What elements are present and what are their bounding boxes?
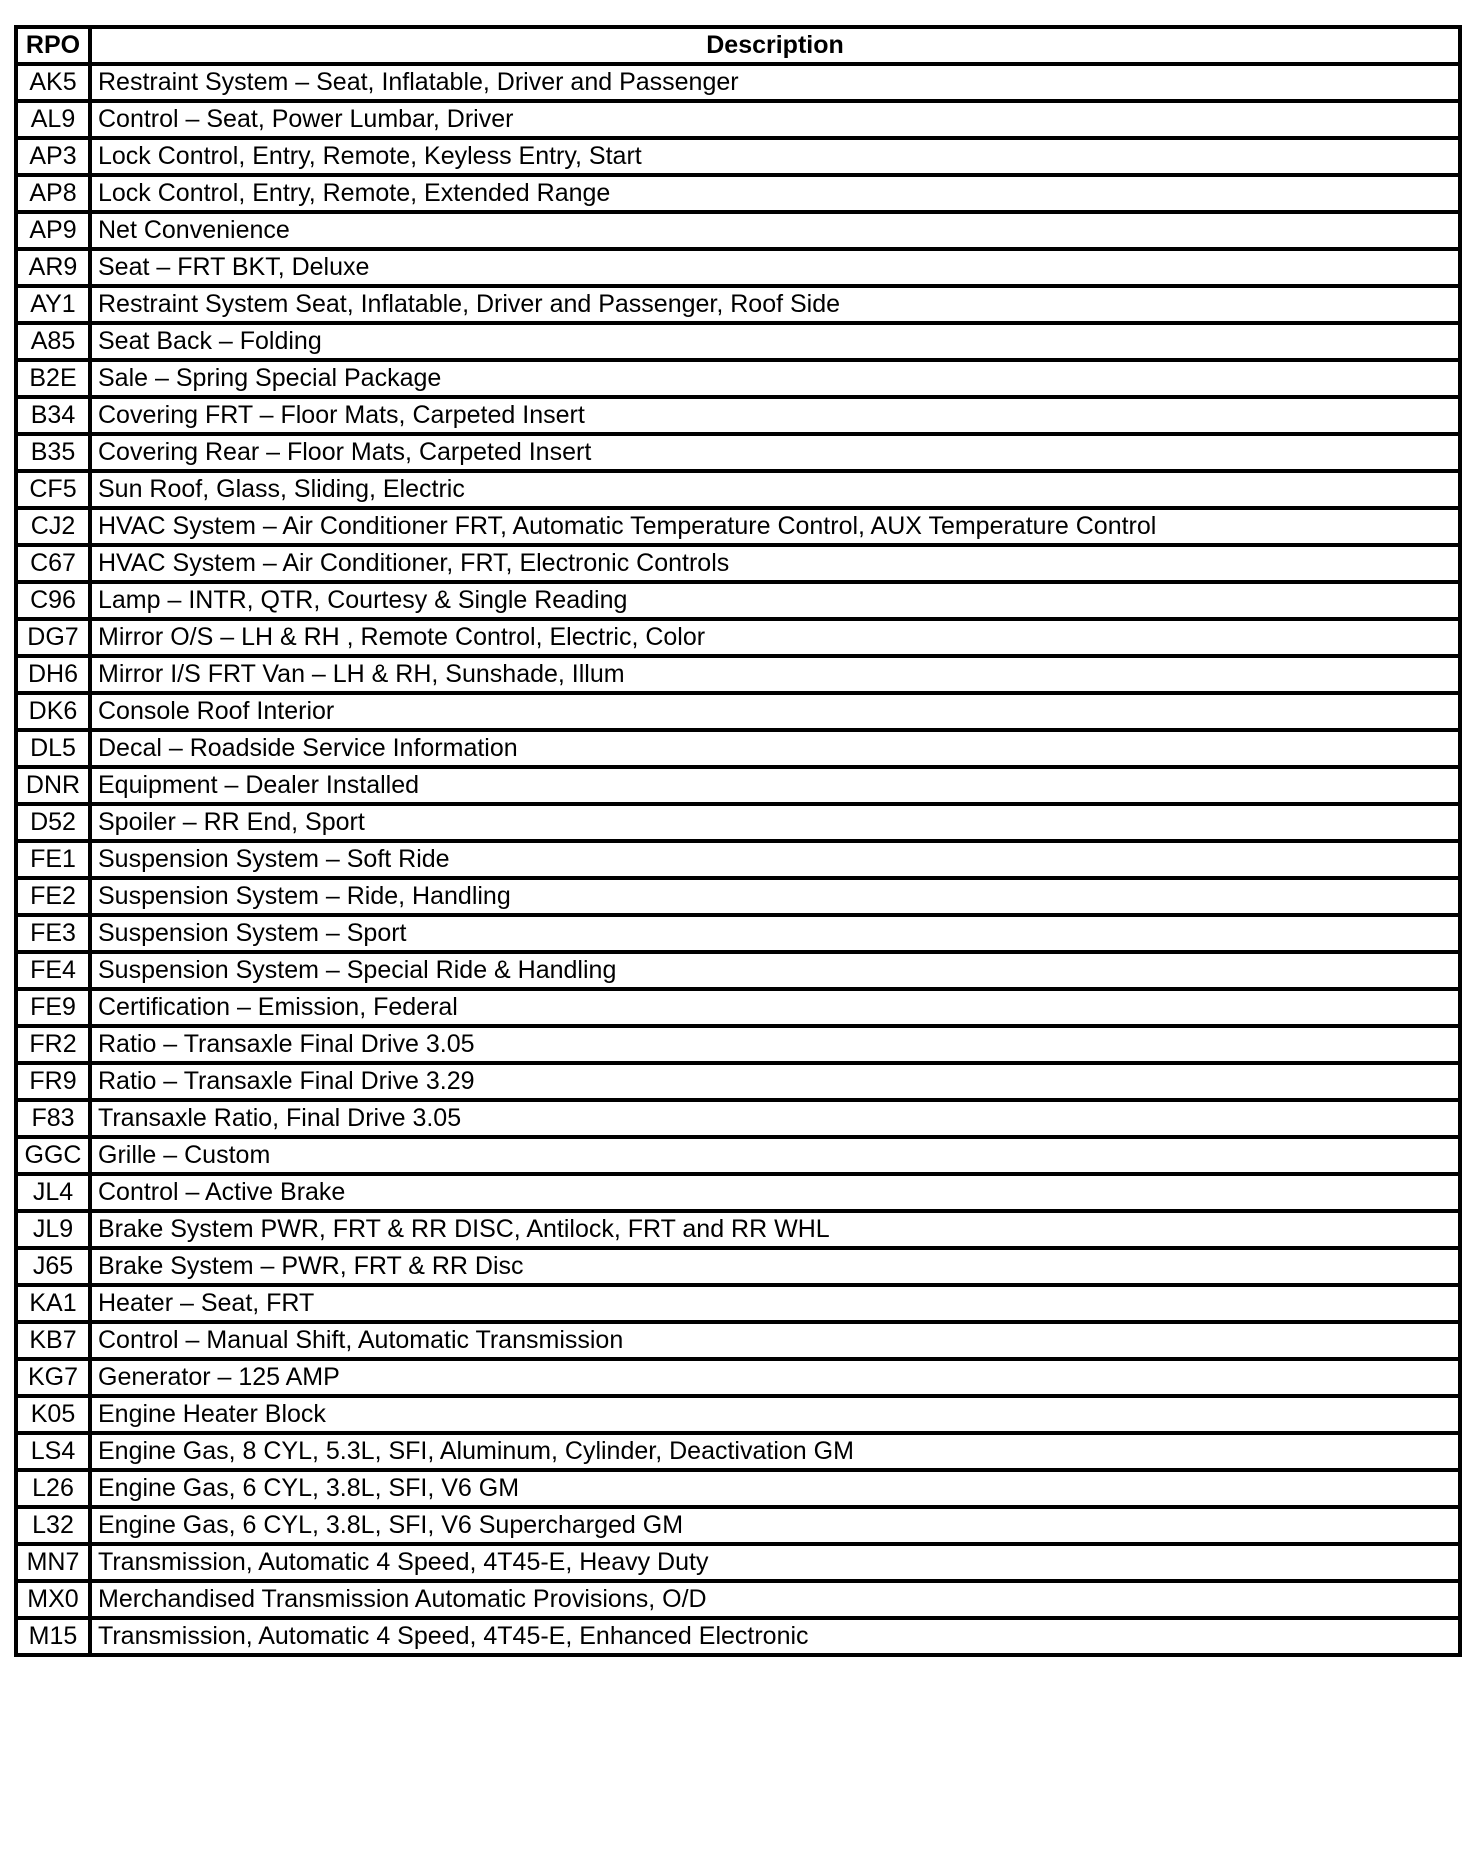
table-row (16, 323, 1460, 360)
table-row (16, 286, 1460, 323)
header-rpo: RPO (16, 27, 90, 64)
rpo-code-cell: AL9 (16, 101, 90, 138)
table-row (16, 1137, 1460, 1174)
rpo-code-cell: JL9 (16, 1211, 90, 1248)
description-cell: Suspension System – Special Ride & Handling (90, 952, 1460, 989)
description-cell: Equipment – Dealer Installed (90, 767, 1460, 804)
description-cell: Transaxle Ratio, Final Drive 3.05 (90, 1100, 1460, 1137)
rpo-code-cell: KB7 (16, 1322, 90, 1359)
table-row (16, 989, 1460, 1026)
description-cell: Spoiler – RR End, Sport (90, 804, 1460, 841)
description-cell: Suspension System – Sport (90, 915, 1460, 952)
description-cell: Restraint System – Seat, Inflatable, Driver and Passenger (90, 64, 1460, 101)
description-cell: Transmission, Automatic 4 Speed, 4T45-E, Enhanced Electronic (90, 1618, 1460, 1655)
rpo-code-cell: FE4 (16, 952, 90, 989)
header-row (16, 27, 1460, 64)
table-row (16, 1544, 1460, 1581)
table-row (16, 804, 1460, 841)
description-cell: Merchandised Transmission Automatic Provisions, O/D (90, 1581, 1460, 1618)
description-cell: Seat – FRT BKT, Deluxe (90, 249, 1460, 286)
table-row (16, 915, 1460, 952)
rpo-code-cell: GGC (16, 1137, 90, 1174)
description-cell: Engine Gas, 6 CYL, 3.8L, SFI, V6 Supercharged GM (90, 1507, 1460, 1544)
rpo-code-cell: AP9 (16, 212, 90, 249)
rpo-code-cell: F83 (16, 1100, 90, 1137)
table-row (16, 767, 1460, 804)
rpo-code-cell: FR2 (16, 1026, 90, 1063)
description-cell: Grille – Custom (90, 1137, 1460, 1174)
rpo-code-cell: L32 (16, 1507, 90, 1544)
description-cell: Covering FRT – Floor Mats, Carpeted Insert (90, 397, 1460, 434)
table-row (16, 1100, 1460, 1137)
table-row (16, 952, 1460, 989)
header-description: Description (90, 27, 1460, 64)
description-cell: Ratio – Transaxle Final Drive 3.29 (90, 1063, 1460, 1100)
description-cell: Engine Heater Block (90, 1396, 1460, 1433)
rpo-code-cell: CJ2 (16, 508, 90, 545)
table-row (16, 1618, 1460, 1655)
table-row (16, 582, 1460, 619)
table-row (16, 1063, 1460, 1100)
table-row (16, 397, 1460, 434)
table-row (16, 508, 1460, 545)
table-row (16, 1359, 1460, 1396)
description-cell: Brake System PWR, FRT & RR DISC, Antilock, FRT and RR WHL (90, 1211, 1460, 1248)
rpo-code-cell: JL4 (16, 1174, 90, 1211)
description-cell: HVAC System – Air Conditioner, FRT, Electronic Controls (90, 545, 1460, 582)
description-cell: Sun Roof, Glass, Sliding, Electric (90, 471, 1460, 508)
description-cell: Lock Control, Entry, Remote, Keyless Entry, Start (90, 138, 1460, 175)
rpo-code-cell: K05 (16, 1396, 90, 1433)
table-row (16, 878, 1460, 915)
description-cell: Mirror O/S – LH & RH , Remote Control, Electric, Color (90, 619, 1460, 656)
rpo-code-cell: DH6 (16, 656, 90, 693)
rpo-code-cell: CF5 (16, 471, 90, 508)
description-cell: Control – Manual Shift, Automatic Transmission (90, 1322, 1460, 1359)
rpo-code-cell: J65 (16, 1248, 90, 1285)
description-cell: Net Convenience (90, 212, 1460, 249)
rpo-code-cell: DG7 (16, 619, 90, 656)
table-row (16, 1581, 1460, 1618)
table-row (16, 1396, 1460, 1433)
table-row (16, 656, 1460, 693)
table-row (16, 249, 1460, 286)
rpo-code-cell: AP3 (16, 138, 90, 175)
table-row (16, 434, 1460, 471)
rpo-code-cell: D52 (16, 804, 90, 841)
rpo-code-cell: MX0 (16, 1581, 90, 1618)
table-row (16, 138, 1460, 175)
description-cell: Engine Gas, 8 CYL, 5.3L, SFI, Aluminum, Cylinder, Deactivation GM (90, 1433, 1460, 1470)
table-row (16, 1248, 1460, 1285)
rpo-code-cell: FE3 (16, 915, 90, 952)
description-cell: Control – Seat, Power Lumbar, Driver (90, 101, 1460, 138)
rpo-code-cell: DL5 (16, 730, 90, 767)
table-row (16, 101, 1460, 138)
rpo-code-cell: FE1 (16, 841, 90, 878)
rpo-code-cell: KG7 (16, 1359, 90, 1396)
table-row (16, 1026, 1460, 1063)
table-row (16, 1174, 1460, 1211)
table-row (16, 1433, 1460, 1470)
description-cell: Ratio – Transaxle Final Drive 3.05 (90, 1026, 1460, 1063)
description-cell: Covering Rear – Floor Mats, Carpeted Insert (90, 434, 1460, 471)
rpo-code-cell: MN7 (16, 1544, 90, 1581)
description-cell: Console Roof Interior (90, 693, 1460, 730)
table-row (16, 212, 1460, 249)
rpo-code-cell: B2E (16, 360, 90, 397)
table-row (16, 1211, 1460, 1248)
rpo-table (14, 25, 1462, 1657)
rpo-code-cell: FE9 (16, 989, 90, 1026)
rpo-code-cell: M15 (16, 1618, 90, 1655)
table-row (16, 730, 1460, 767)
description-cell: Transmission, Automatic 4 Speed, 4T45-E, Heavy Duty (90, 1544, 1460, 1581)
description-cell: Decal – Roadside Service Information (90, 730, 1460, 767)
description-cell: Heater – Seat, FRT (90, 1285, 1460, 1322)
description-cell: Engine Gas, 6 CYL, 3.8L, SFI, V6 GM (90, 1470, 1460, 1507)
description-cell: HVAC System – Air Conditioner FRT, Automatic Temperature Control, AUX Temperature Control (90, 508, 1460, 545)
table-row (16, 1322, 1460, 1359)
rpo-code-cell: C96 (16, 582, 90, 619)
table-row (16, 471, 1460, 508)
rpo-code-cell: B35 (16, 434, 90, 471)
table-row (16, 1470, 1460, 1507)
rpo-code-cell: A85 (16, 323, 90, 360)
description-cell: Certification – Emission, Federal (90, 989, 1460, 1026)
rpo-code-cell: C67 (16, 545, 90, 582)
rpo-code-cell: AP8 (16, 175, 90, 212)
table-row (16, 693, 1460, 730)
rpo-code-cell: DK6 (16, 693, 90, 730)
table-row (16, 841, 1460, 878)
rpo-code-cell: AR9 (16, 249, 90, 286)
rpo-code-cell: FR9 (16, 1063, 90, 1100)
table-row (16, 175, 1460, 212)
table-row (16, 545, 1460, 582)
description-cell: Brake System – PWR, FRT & RR Disc (90, 1248, 1460, 1285)
rpo-code-cell: AY1 (16, 286, 90, 323)
description-cell: Seat Back – Folding (90, 323, 1460, 360)
table-row (16, 360, 1460, 397)
table-body (16, 64, 1460, 1655)
rpo-code-cell: AK5 (16, 64, 90, 101)
description-cell: Restraint System Seat, Inflatable, Driver and Passenger, Roof Side (90, 286, 1460, 323)
description-cell: Control – Active Brake (90, 1174, 1460, 1211)
rpo-code-cell: LS4 (16, 1433, 90, 1470)
rpo-code-cell: L26 (16, 1470, 90, 1507)
rpo-code-cell: DNR (16, 767, 90, 804)
table-row (16, 1285, 1460, 1322)
rpo-code-cell: KA1 (16, 1285, 90, 1322)
description-cell: Suspension System – Ride, Handling (90, 878, 1460, 915)
description-cell: Sale – Spring Special Package (90, 360, 1460, 397)
rpo-document (14, 25, 1458, 1657)
description-cell: Suspension System – Soft Ride (90, 841, 1460, 878)
description-cell: Lock Control, Entry, Remote, Extended Range (90, 175, 1460, 212)
rpo-code-cell: FE2 (16, 878, 90, 915)
table-row (16, 64, 1460, 101)
description-cell: Mirror I/S FRT Van – LH & RH, Sunshade, Illum (90, 656, 1460, 693)
table-row (16, 619, 1460, 656)
table-row (16, 1507, 1460, 1544)
description-cell: Generator – 125 AMP (90, 1359, 1460, 1396)
description-cell: Lamp – INTR, QTR, Courtesy & Single Reading (90, 582, 1460, 619)
rpo-code-cell: B34 (16, 397, 90, 434)
